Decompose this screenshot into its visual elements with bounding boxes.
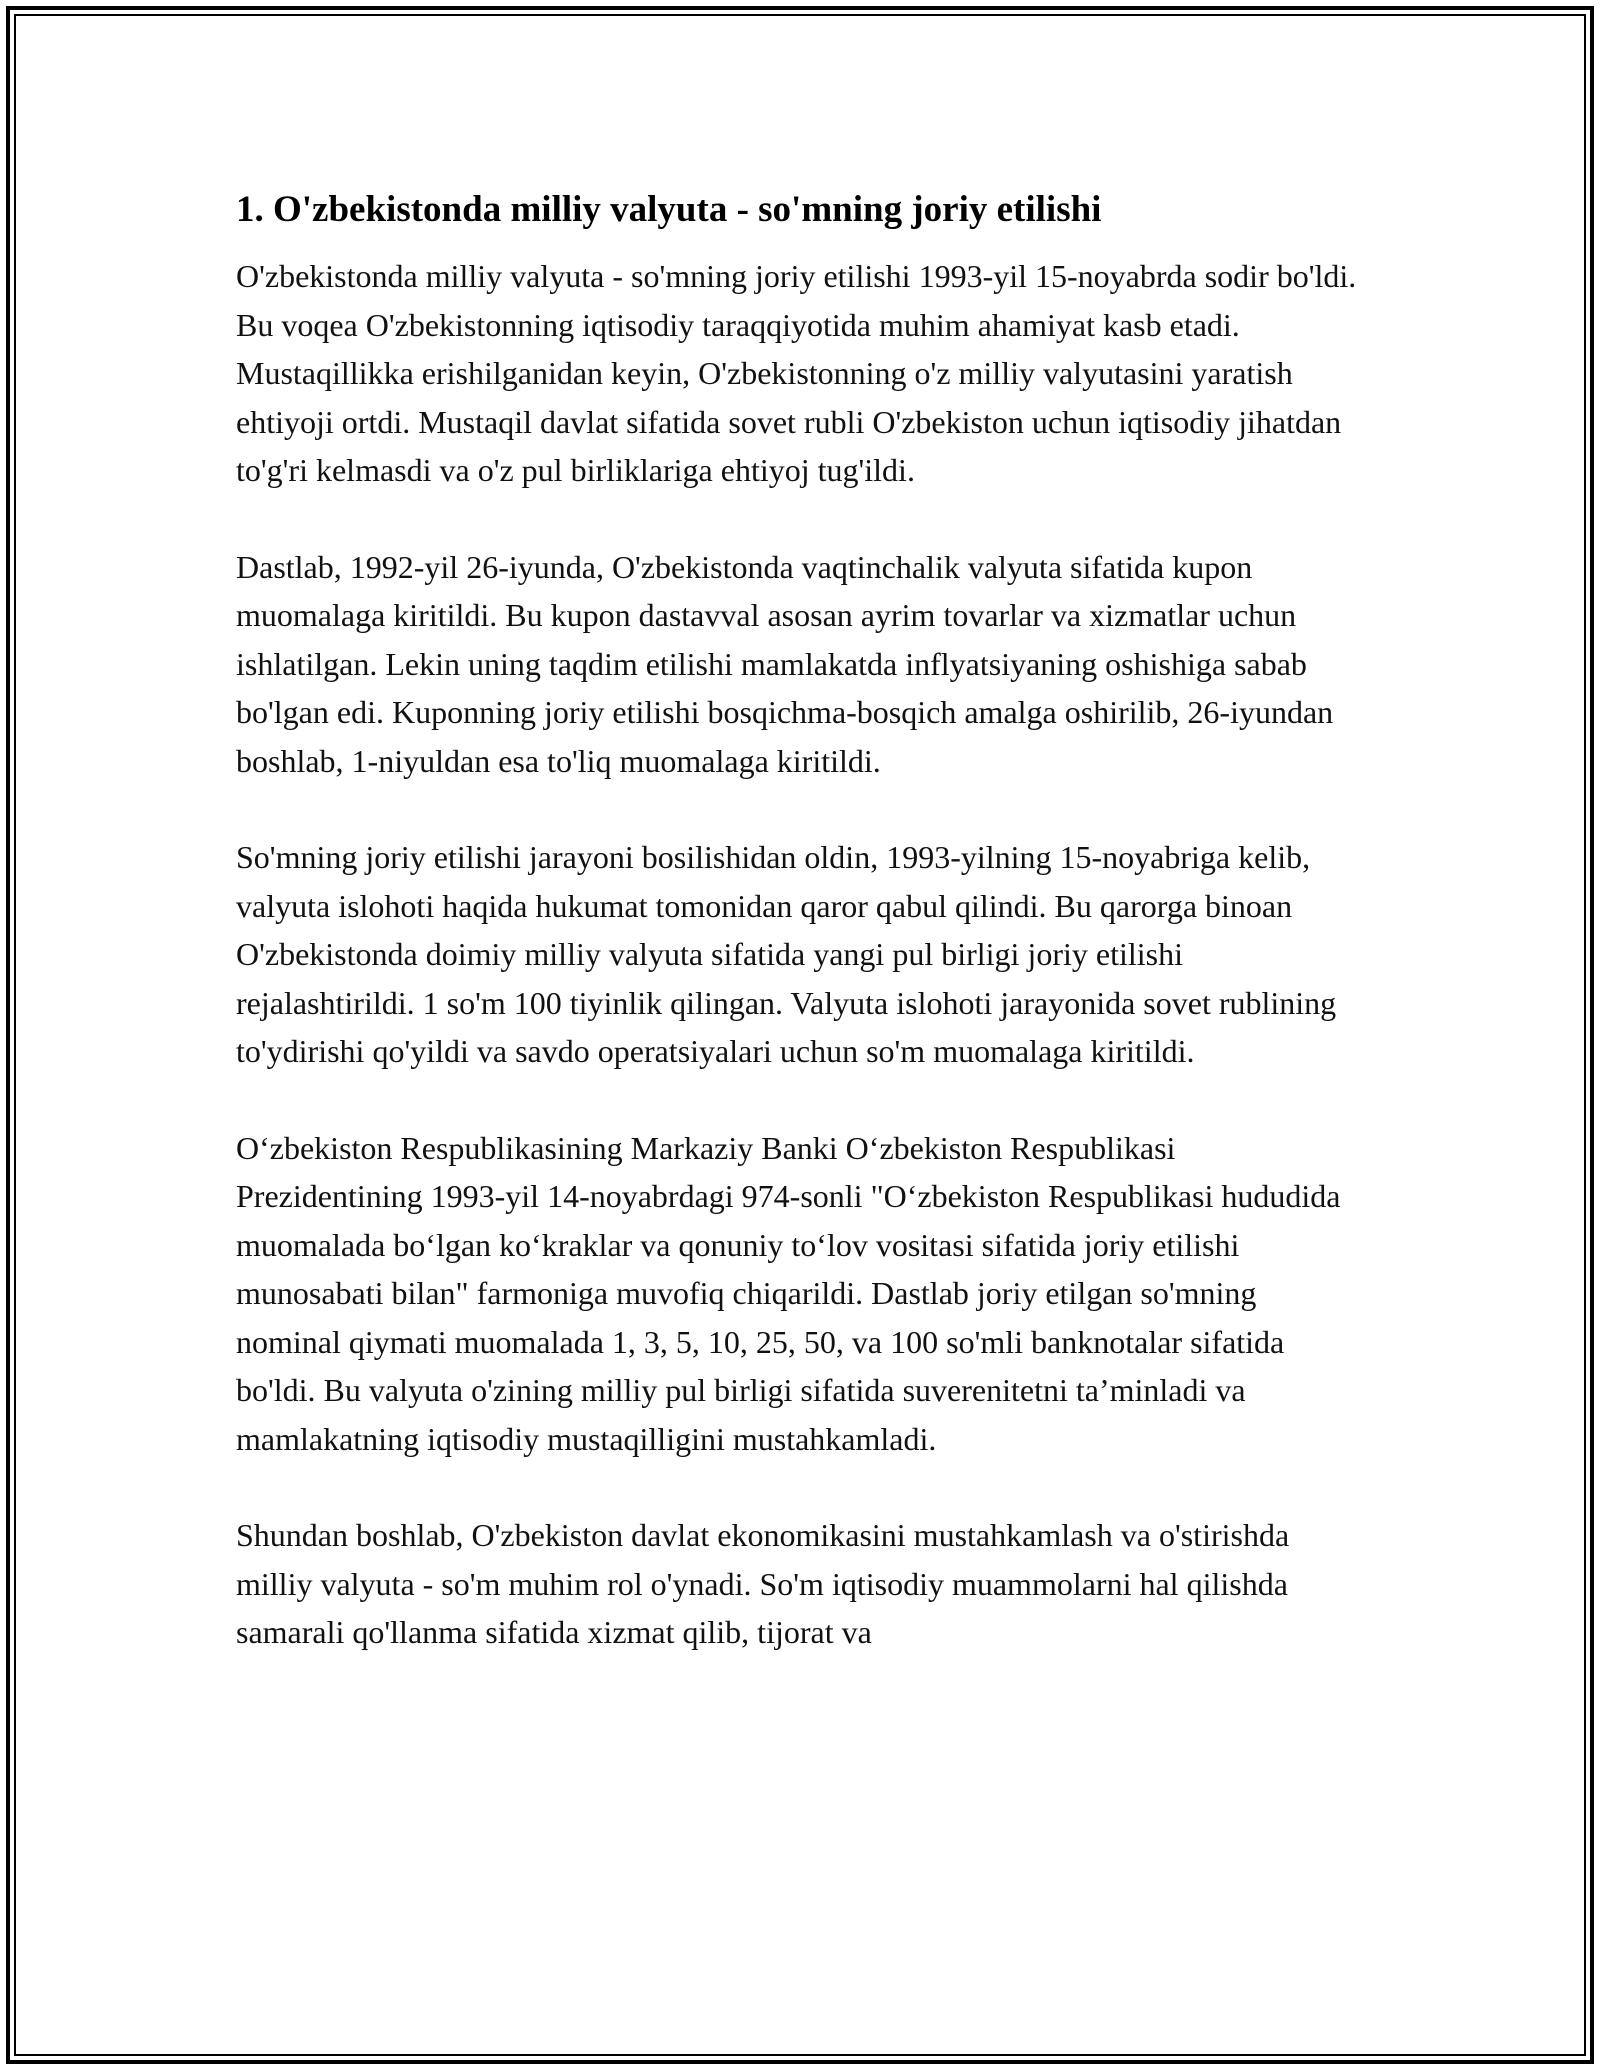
document-heading: 1. O'zbekistonda milliy valyuta - so'mning joriy etilishi xyxy=(236,189,1102,230)
paragraph-5: Shundan boshlab, O'zbekiston davlat ekonomikasini mustahkamlash va o'stirishda milliy valyuta - so'm muhim rol o'ynadi. So'm iqtisodiy muammolarni hal qilishda samarali qo'llanma sifatida xizmat qilib, tijorat va xyxy=(236,1517,1290,1650)
paragraph-1: O'zbekistonda milliy valyuta - so'mning joriy etilishi 1993-yil 15-noyabrda sodir bo'ldi. Bu voqea O'zbekistonning iqtisodiy taraqqiyotida muhim ahamiyat kasb etadi. Mustaqillikka erishilganidan keyin, O'zbekistonning o'z milliy valyutasini yaratish ehtiyoji ortdi. Mustaqil davlat sifatida sovet rubli O'zbekiston uchun iqtisodiy jihatdan to'g'ri kelmasdi va o'z pul birliklariga ehtiyoj tug'ildi. xyxy=(236,258,1357,488)
document-body xyxy=(236,186,1366,1705)
paragraph-2: Dastlab, 1992-yil 26-iyunda, O'zbekistonda vaqtinchalik valyuta sifatida kupon muomalaga kiritildi. Bu kupon dastavval asosan ayrim tovarlar va xizmatlar uchun ishlatilgan. Lekin uning taqdim etilishi mamlakatda inflyatsiyaning oshishiga sabab bo'lgan edi. Kuponning joriy etilishi bosqichma-bosqich amalga oshirilib, 26-iyundan boshlab, 1-niyuldan esa to'liq muomalaga kiritildi. xyxy=(236,548,1334,779)
paragraph-4: O‘zbekiston Respublikasining Markaziy Banki O‘zbekiston Respublikasi Prezidentining 1993-yil 14-noyabrdagi 974-sonli "O‘zbekiston Respublikasi hududida muomalada bo‘lgan ko‘kraklar va qonuniy to‘lov vositasi sifatida joriy etilishi munosabati bilan" farmoniga muvofiq chiqarildi. Dastlab joriy etilgan so'mning nominal qiymati muomalada 1, 3, 5, 10, 25, 50, va 100 so'mli banknotalar sifatida bo'ldi. Bu valyuta o'zining milliy pul birligi sifatida suverenitetni ta’minladi va mamlakatning iqtisodiy mustaqilligini mustahkamladi. xyxy=(236,1129,1341,1457)
paragraph-3: So'mning joriy etilishi jarayoni bosilishidan oldin, 1993-yilning 15-noyabriga kelib, valyuta islohoti haqida hukumat tomonidan qaror qabul qilindi. Bu qarorga binoan O'zbekistonda doimiy milliy valyuta sifatida yangi pul birligi joriy etilishi rejalashtirildi. 1 so'm 100 tiyinlik qilingan. Valyuta islohoti jarayonida sovet rublining to'ydirishi qo'yildi va savdo operatsiyalari uchun so'm muomalaga kiritildi. xyxy=(236,839,1337,1069)
